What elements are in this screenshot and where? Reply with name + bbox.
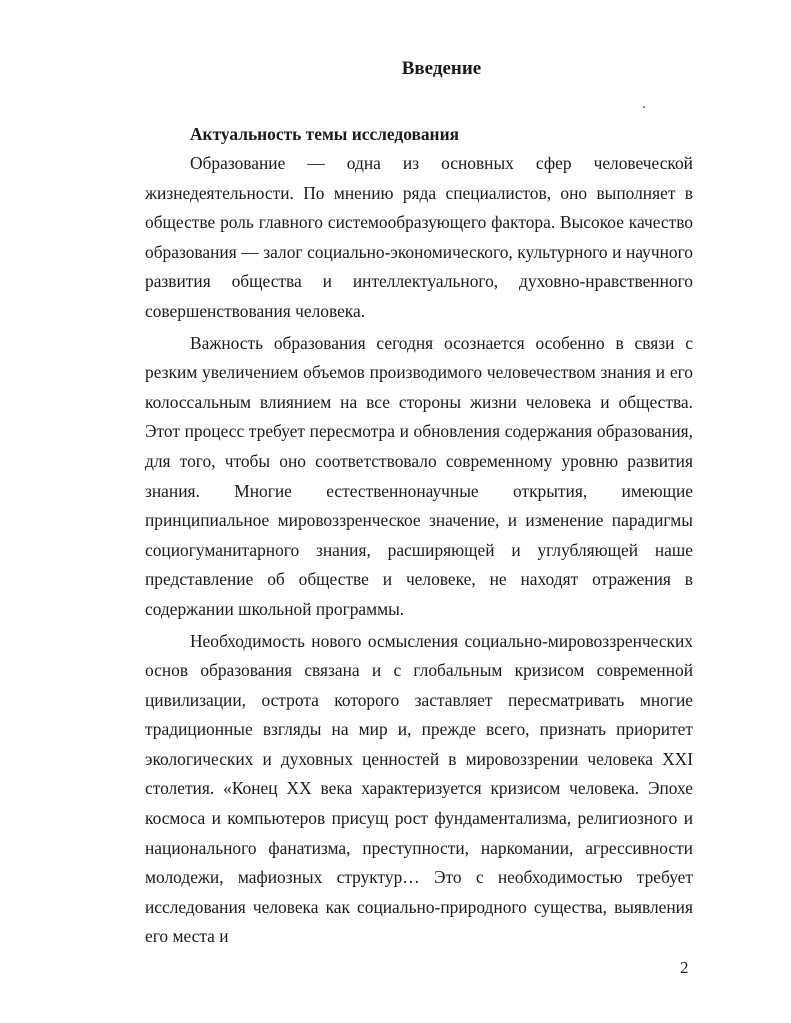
paragraph-2: Важность образования сегодня осознается особенно в связи с резким увеличением объемов производимого человечеством знания и его колоссальным влиянием на все стороны жизни человека и общества. Этот процесс требует пересмотра и обновления содержания образования, для того, чтобы оно соответствовало современному уровню развития знания. Многие естественнонаучные открытия, имеющие принципиальное мировоззренческое значение, и изменение парадигмы социогуманитарного знания, расширяющей и углубляющей наше представление об обществе и человеке, не находят отражения в содержании школьной программы.: [145, 332, 693, 619]
scan-speck: [643, 106, 645, 108]
body-text: [145, 120, 693, 954]
section-subheading: Актуальность темы исследования: [190, 124, 460, 144]
paragraph-3: Необходимость нового осмысления социально-мировоззренческих основ образования связана и с глобальным кризисом современной цивилизации, острота которого заставляет пересматривать многие традиционные взгляды на мир и, прежде всего, признать приоритет экологических и духовных ценностей в мировоззрении человека XXI столетия. «Конец XX века характеризуется кризисом человека. Эпохе космоса и компьютеров присущ рост фундаментализма, религиозного и национального фанатизма, преступности, наркомании, агрессивности молодежи, мафиозных структур… Это с необходимостью требует исследования человека как социально-природного существа, выявления его места и: [145, 630, 693, 947]
paragraph-1: Образование — одна из основных сфер человеческой жизнедеятельности. По мнению ряда специалистов, оно выполняет в обществе роль главного системообразующего фактора. Высокое качество образования — залог социально-экономического, культурного и научного развития общества и интеллектуального, духовно-нравственного совершенствования человека.: [145, 153, 693, 321]
page-number: 2: [680, 958, 689, 977]
page-title: Введение: [401, 58, 482, 79]
